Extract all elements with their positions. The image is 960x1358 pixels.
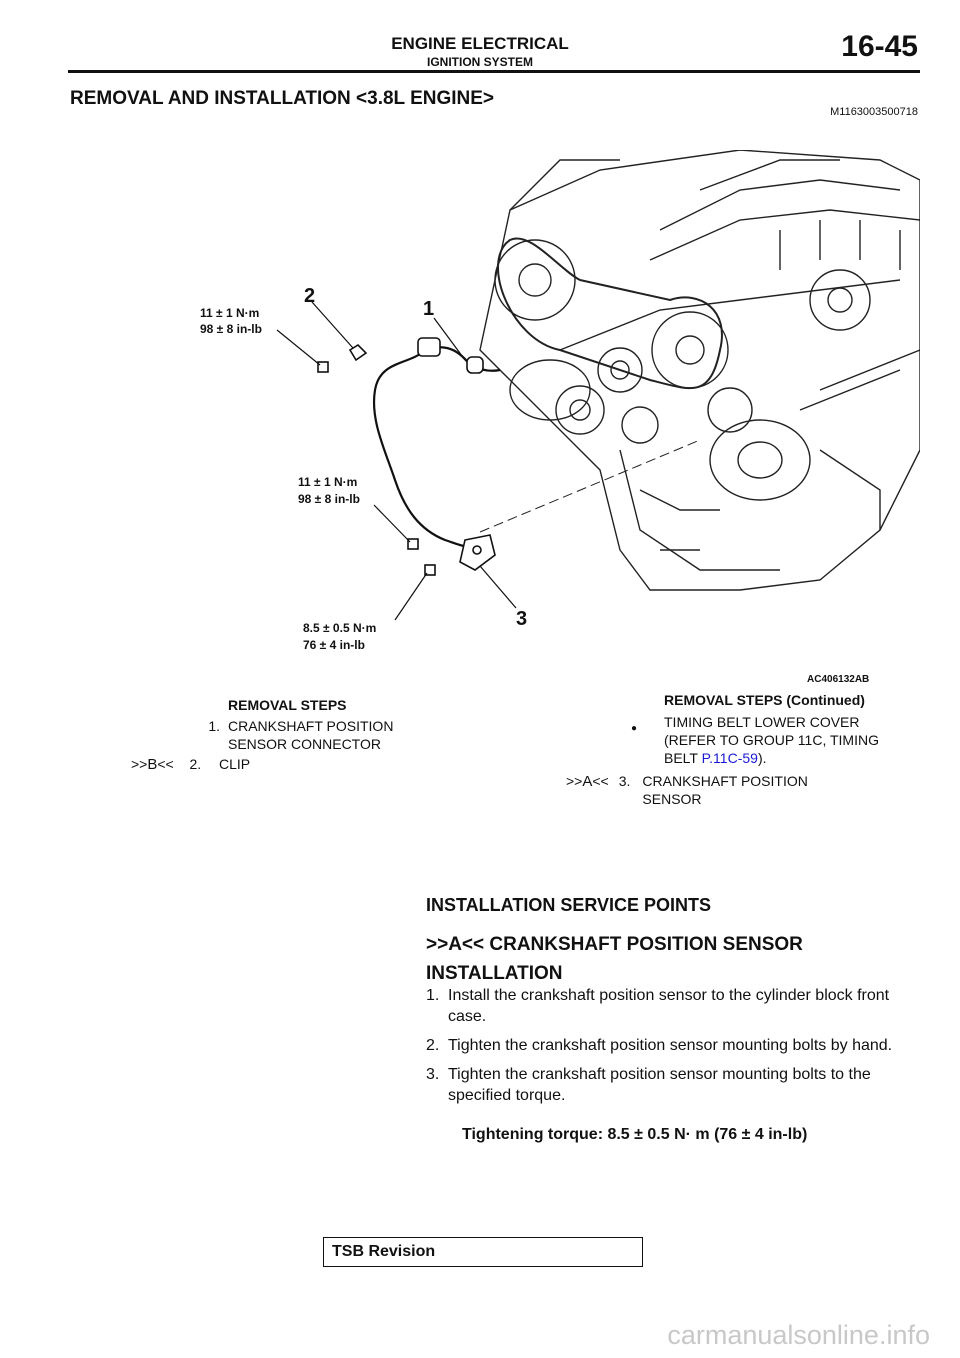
step-text: CRANKSHAFT POSITION <box>642 773 808 789</box>
connector-grommet <box>467 357 483 373</box>
step-text: (REFER TO GROUP 11C, TIMING <box>664 732 879 748</box>
removal-steps-continued-heading: REMOVAL STEPS (Continued) <box>664 692 865 708</box>
step-text: SENSOR CONNECTOR <box>228 736 381 752</box>
step-text: BELT <box>664 750 702 766</box>
torque-label-bracket-inlb: 98 ± 8 in-lb <box>298 492 360 506</box>
list-item: 2. Tighten the crankshaft position sensor mounting bolts by hand. <box>426 1037 893 1054</box>
watermark: carmanualsonline.info <box>667 1320 930 1350</box>
service-point-ref: >>B<< <box>131 756 174 773</box>
removal-step-3 <box>566 772 808 808</box>
step-text: SENSOR <box>642 791 702 807</box>
installation-heading: INSTALLATION SERVICE POINTS <box>426 895 712 915</box>
removal-steps-heading: REMOVAL STEPS <box>228 697 347 713</box>
step-number: 2. <box>189 756 202 772</box>
tightening-torque-spec: Tightening torque: 8.5 ± 0.5 N· m (76 ± 4 in-lb) <box>462 1126 808 1143</box>
reference-link[interactable]: P.11C-59 <box>701 750 758 766</box>
callout-1: 1 <box>423 298 435 320</box>
bullet-icon: ● <box>630 723 638 734</box>
step-text: CLIP <box>218 756 251 772</box>
page-number: 16-45 <box>841 30 918 63</box>
torque-label-sensor-inlb: 76 ± 4 in-lb <box>303 638 365 652</box>
removal-step-bullet: ● TIMING BELT LOWER COVER (REFER TO GROUP 11C, TIMING BELT P.11C-59). <box>617 713 879 767</box>
torque-label-clip-nm: 11 ± 1 N·m <box>200 306 260 320</box>
callout-3: 3 <box>516 608 528 630</box>
torque-label-clip-inlb: 98 ± 8 in-lb <box>200 322 262 336</box>
section-code: M1163003500718 <box>830 106 918 118</box>
list-item: 3. Tighten the crankshaft position sensor mounting bolts to the specified torque. <box>426 1066 871 1104</box>
figure-id: AC406132AB <box>807 674 870 682</box>
step-text: CRANKSHAFT POSITION <box>228 718 394 734</box>
callout-2: 2 <box>304 285 316 307</box>
installation-steps <box>426 985 920 1114</box>
torque-label-bracket-nm: 11 ± 1 N·m <box>298 475 358 489</box>
list-item: 1. Install the crankshaft position sensor to the cylinder block front case. <box>426 987 890 1025</box>
installation-subheading: >>A<< CRANKSHAFT POSITION SENSOR INSTALLATION <box>426 934 803 984</box>
manual-section-subtitle: IGNITION SYSTEM <box>426 55 533 69</box>
service-point-ref: >>A<< <box>566 773 609 790</box>
removal-step-2 <box>131 755 250 774</box>
sensor-connector <box>418 338 440 356</box>
sensor-bracket-bolt <box>408 539 418 549</box>
engine-block-drawing <box>480 150 920 590</box>
clip-bolt <box>318 362 328 372</box>
engine-diagram <box>180 150 920 682</box>
section-title: REMOVAL AND INSTALLATION <3.8L ENGINE> <box>70 88 495 109</box>
step-number: 3. <box>618 773 631 789</box>
torque-label-sensor-nm: 8.5 ± 0.5 N·m <box>303 621 377 635</box>
header-rule <box>68 70 920 73</box>
removal-step-1 <box>170 717 393 753</box>
sensor-harness <box>374 347 500 547</box>
step-number: 1. <box>208 718 220 734</box>
tsb-revision-box: TSB Revision <box>323 1237 643 1267</box>
manual-chapter-title: ENGINE ELECTRICAL <box>391 34 569 53</box>
step-text: TIMING BELT LOWER COVER <box>664 714 860 730</box>
